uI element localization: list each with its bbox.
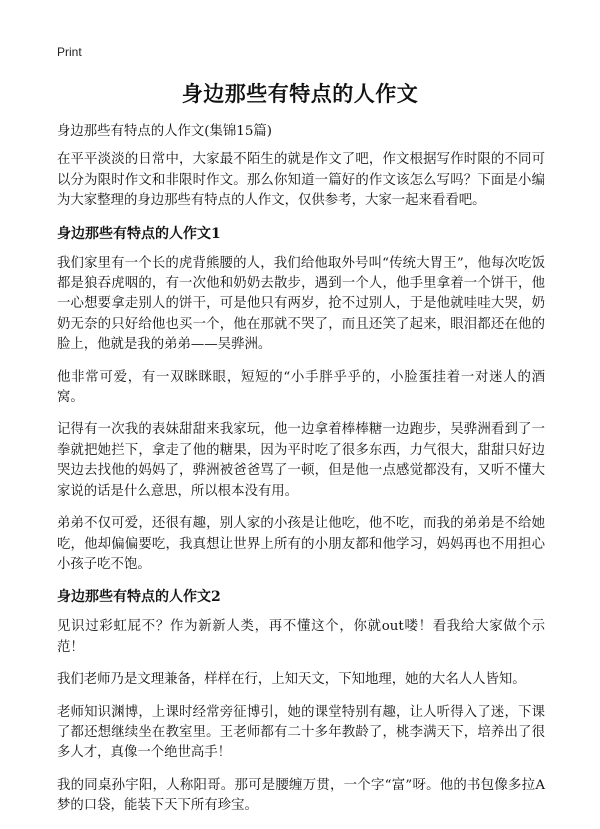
paragraph: 我们家里有一个长的虎背熊腰的人，我们给他取外号叫“传统大胃王”，他每次吃饭都是狼吞虎咽的，有一次他和奶奶去散步，遇到一个人，他手里拿着一个饼干，他一心想要拿走别人的饼干，可是他只有两岁，抢不过别人，于是他就哇哇大哭，奶奶无奈的只好给他也买一个，他在那就不哭了，而且还笑了起来，眼泪都还在他的脸上，他就是我的弟弟——吴骅洲。	[57, 255, 545, 353]
paragraph: 弟弟不仅可爱，还很有趣，别人家的小孩是让他吃，他不吃，而我的弟弟是不给她吃，他却偏偏要吃，我真想让世界上所有的小朋友都和他学习，妈妈再也不用担心小孩子吃不饱。	[57, 516, 545, 572]
paragraph: 老师知识渊博，上课时经常旁征博引，她的课堂特别有趣，让人听得入了迷，下课了都还想继续坐在教室里。王老师都有二十多年教龄了，桃李满天下，培养出了很多人才，真像一个绝世高手！	[57, 704, 545, 761]
intro-paragraph: 在平平淡淡的日常中，大家最不陌生的就是作文了吧，作文根据写作时限的不同可以分为限时作文和非限时作文。那么你知道一篇好的作文该怎么写吗？下面是小编为大家整理的身边那些有特点的人作文，仅供参考，大家一起来看看吧。	[57, 152, 545, 209]
article-subtitle: 身边那些有特点的人作文(集锦15篇)	[57, 124, 272, 139]
article-body	[57, 122, 545, 829]
paragraph: 他非常可爱，有一双眯眯眼，短短的“小手胖乎乎的，小脸蛋挂着一对迷人的酒窝。	[57, 369, 545, 406]
print-link[interactable]: Print	[57, 45, 82, 59]
page-title: 身边那些有特点的人作文	[181, 81, 419, 106]
section-1	[57, 224, 545, 576]
section-2	[57, 587, 545, 816]
paragraph: 我的同桌孙宇阳，人称阳哥。那可是腰缠万贯，一个字“富”呀。他的书包像多拉A梦的口袋，能装下天下所有珍宝。	[57, 777, 545, 814]
paragraph: 我们老师乃是文理兼备，样样在行，上知天文，下知地理，她的大名人人皆知。	[57, 672, 526, 688]
paragraph: 记得有一次我的表妹甜甜来我家玩，他一边拿着棒棒糖一边跑步，吴骅洲看到了一拳就把她拦下，拿走了他的糖果，因为平时吃了很多东西，力气很大，甜甜只好边哭边去找他的妈妈了，骅洲被爸爸骂了一顿，但是他一点感觉都没有，又听不懂大家说的话是什么意思，所以根本没有用。	[57, 422, 545, 499]
section-heading: 身边那些有特点的人作文2	[57, 589, 221, 606]
section-heading: 身边那些有特点的人作文1	[57, 225, 221, 242]
paragraph: 见识过彩虹屁不？作为新新人类，再不懂这个，你就out喽！看我给大家做个示范！	[57, 619, 545, 655]
